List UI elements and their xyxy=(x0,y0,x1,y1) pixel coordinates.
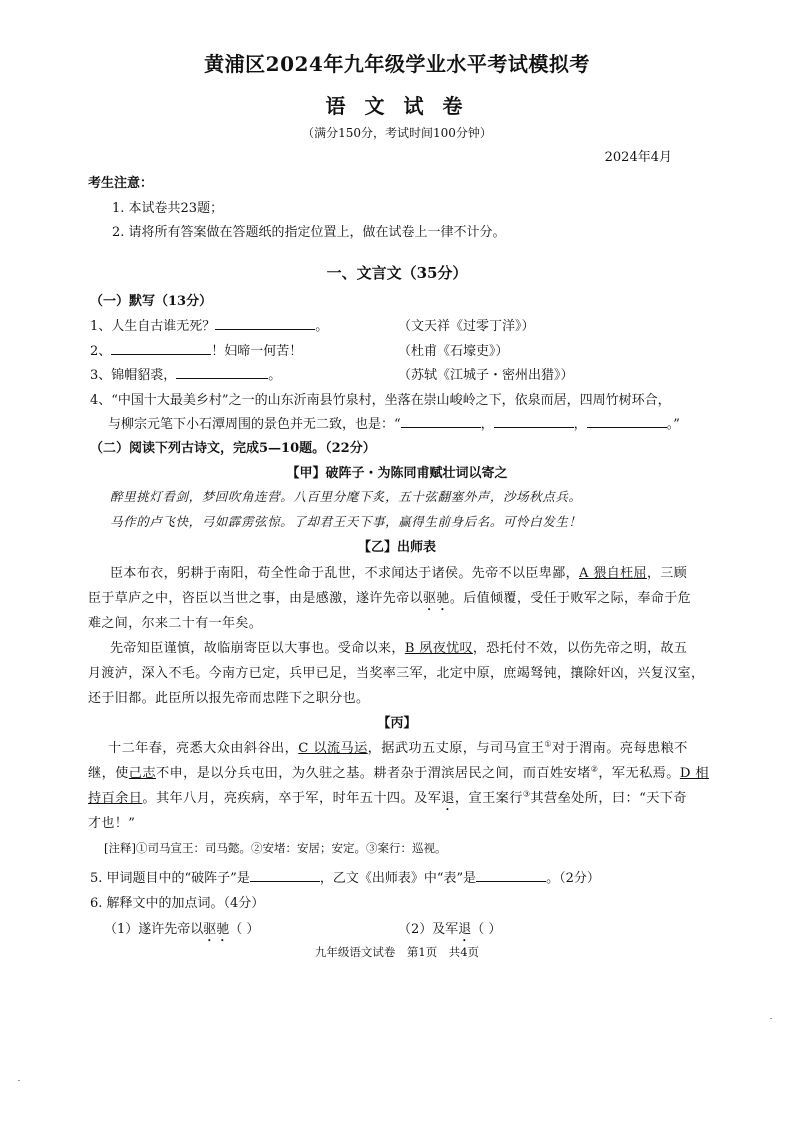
q4-text: 与柳宗元笔下小石潭周围的景色并无二致，也是：“ xyxy=(108,417,401,432)
q1-text: 1、人生自古谁无死？ xyxy=(90,319,216,334)
passage-line xyxy=(110,562,687,581)
passage-text: ，军无私焉。 xyxy=(598,766,680,781)
passage-title-yi: 【乙】出师表 xyxy=(357,540,436,555)
passage-text: 继，使 xyxy=(88,766,129,781)
answer-blank xyxy=(401,415,481,428)
exam-date: 2024年4月 xyxy=(604,150,672,165)
dotted-word: 退 xyxy=(441,791,455,806)
q6-blank: （ ） xyxy=(471,922,502,937)
question-6-2 xyxy=(398,918,501,945)
q3-text: 3、锦帽貂裘， xyxy=(90,368,177,383)
q2-end: ！妇啼一何苦！ xyxy=(211,344,303,359)
passage-line: 难之间，尔来二十有一年矣。 xyxy=(88,616,263,631)
scan-speck xyxy=(18,1080,20,1081)
passage-line: 还于旧都。此臣所以报先帝而忠陛下之职分也。 xyxy=(88,691,370,706)
q4-sep: ， xyxy=(480,417,494,432)
passage-text: 。后值倾覆，受任于败军之际，奉命于危 xyxy=(449,591,692,606)
part-heading: （二）阅读下列古诗文，完成5—10题。（22分） xyxy=(90,441,376,456)
question-5 xyxy=(90,867,600,886)
q4-end: 。” xyxy=(666,417,680,432)
question-3 xyxy=(90,364,281,383)
underlined-phrase-d-cont: 持百余日 xyxy=(88,791,143,806)
poem-line: 醉里挑灯看剑，梦回吹角连营。八百里分麾下炙，五十弦翻塞外声，沙场秋点兵。 xyxy=(110,489,582,504)
answer-blank xyxy=(494,415,574,428)
q6-text: （1）遂许先帝以 xyxy=(104,922,204,937)
q1-end: 。 xyxy=(315,319,329,334)
underlined-phrase-d: D 相 xyxy=(679,766,710,781)
q3-source: （苏轼《江城子・密州出猎》） xyxy=(398,368,574,383)
section-title: 一、文言文（35分） xyxy=(326,264,468,282)
exam-title: 黄浦区2024年九年级学业水平考试模拟考 xyxy=(204,52,590,76)
passage-title-bing: 【丙】 xyxy=(377,716,417,731)
question-6-1 xyxy=(104,918,259,945)
question-6: 6. 解释文中的加点词。（4分） xyxy=(90,896,265,911)
question-4-line1: 4、“中国十大最美乡村”之一的山东沂南县竹泉村，坐落在崇山峻岭之下，依泉而居，四周竹树环合， xyxy=(90,393,671,408)
q4-sep: ， xyxy=(573,417,587,432)
passage-text: 先帝知臣谨慎，故临崩寄臣以大事也。受命以来， xyxy=(110,641,405,656)
underlined-word: 己志 xyxy=(128,766,156,781)
underlined-phrase-c: C 以流马运 xyxy=(298,741,368,756)
answer-blank xyxy=(215,317,315,330)
passage-line xyxy=(108,737,688,756)
footnote-mark: ③ xyxy=(522,789,531,799)
q1-source: （文天祥《过零丁洋》） xyxy=(398,319,535,334)
q6-text: （2）及军 xyxy=(398,922,459,937)
passage-text: 臣本布衣，躬耕于南阳，苟全性命于乱世，不求闻达于诸侯。先帝不以臣卑鄙， xyxy=(110,566,580,581)
q5-text: 。（2分） xyxy=(546,871,600,886)
answer-blank xyxy=(176,366,268,379)
answer-blank xyxy=(587,415,667,428)
question-1 xyxy=(90,315,328,334)
passage-line xyxy=(88,762,709,781)
dotted-word: 驱驰 xyxy=(423,591,450,606)
footnote-mark: ① xyxy=(544,739,552,749)
question-2 xyxy=(90,340,302,359)
q6-blank: （ ） xyxy=(229,922,260,937)
answer-blank xyxy=(111,342,211,355)
notice-item: 1. 本试卷共23题； xyxy=(112,201,224,216)
poem-line: 马作的卢飞快，弓如霹雳弦惊。了却君王天下事，赢得生前身后名。可怜白发生！ xyxy=(110,514,582,529)
q5-text: ，乙文《出师表》中“表”是 xyxy=(319,871,477,886)
passage-line: 才也！” xyxy=(88,816,136,831)
q2-text: 2、 xyxy=(90,344,112,359)
q3-end: 。 xyxy=(268,368,282,383)
part-heading: （一）默写（13分） xyxy=(90,294,213,309)
notice-heading: 考生注意： xyxy=(88,176,154,191)
dotted-word: 驱驰 xyxy=(203,922,230,937)
passage-line xyxy=(88,787,687,814)
passage-text: ，宣王案行 xyxy=(454,791,523,806)
exam-subtitle: 语 文 试 卷 xyxy=(325,94,469,118)
poem-title-jia: 【甲】破阵子・为陈同甫赋壮词以寄之 xyxy=(286,466,508,481)
notice-item: 2. 请将所有答案做在答题纸的指定位置上，做在试卷上一律不计分。 xyxy=(112,225,506,240)
page-footer: 九年级语文试卷 第1页 共4页 xyxy=(314,945,480,959)
q5-text: 5. 甲词题目中的“破阵子”是 xyxy=(90,871,250,886)
score-time-note: （满分150分，考试时间100分钟） xyxy=(302,126,492,140)
annotation: [注释]①司马宣王：司马懿。②安堵：安居；安定。③案行：巡视。 xyxy=(104,841,447,855)
underlined-phrase-b: B 夙夜忧叹 xyxy=(404,641,473,656)
passage-text: ，恐托付不效，以伤先帝之明，故五 xyxy=(472,641,688,656)
passage-text: 其营垒处所，曰：“天下奇 xyxy=(530,791,688,806)
question-4-line2 xyxy=(108,413,680,432)
passage-text: 十二年春，亮悉大众由斜谷出， xyxy=(108,741,299,756)
answer-blank xyxy=(476,869,546,882)
q2-source: （杜甫《石壕吏》） xyxy=(398,344,509,359)
passage-text: ，据武功五丈原，与司马宣王 xyxy=(367,741,545,756)
footnote-mark: ② xyxy=(590,764,599,774)
underlined-phrase-a: A 猥自枉屈 xyxy=(579,566,647,581)
answer-blank xyxy=(250,869,320,882)
passage-line xyxy=(110,637,687,656)
passage-text: ，三顾 xyxy=(646,566,688,581)
passage-text: 。其年八月，亮疾病，卒于军，时年五十四。及军 xyxy=(142,791,442,806)
dotted-word: 退 xyxy=(458,922,472,937)
passage-line: 月渡泸，深入不毛。今南方已定，兵甲已足，当奖率三军，北定中原，庶竭驽钝，攘除奸凶，兴复汉室， xyxy=(88,666,705,681)
passage-text: 不申，是以分兵屯田，为久驻之基。耕者杂于渭滨居民之间，而百姓安堵 xyxy=(155,766,591,781)
passage-text: 臣于草庐之中，咨臣以当世之事，由是感激，遂许先帝以 xyxy=(88,591,424,606)
scan-speck xyxy=(770,1018,772,1019)
passage-text: 对于渭南。亮每患粮不 xyxy=(551,741,688,756)
passage-line xyxy=(88,587,691,614)
